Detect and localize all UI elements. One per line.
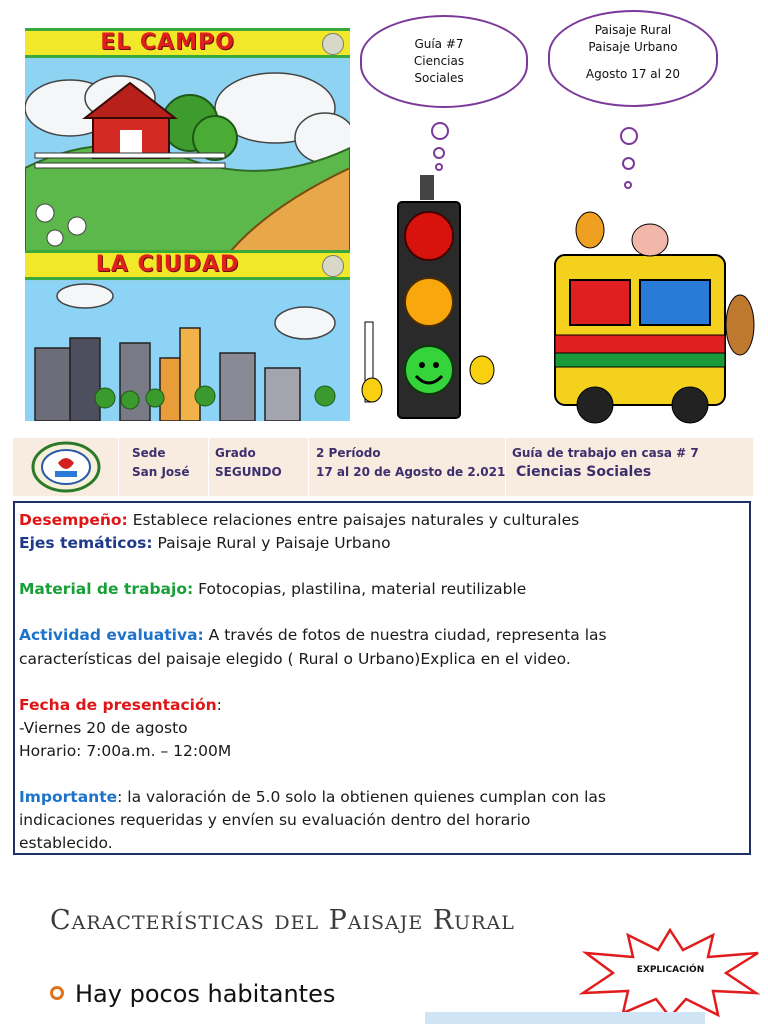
- ejes-line: [19, 532, 391, 554]
- poster-illustration: [25, 28, 350, 421]
- bullet-circle-icon: [50, 986, 64, 1000]
- header-divider: [118, 438, 119, 496]
- importante-line-3: establecido.: [19, 834, 113, 852]
- section-title: Características del Paisaje Rural: [50, 905, 515, 936]
- seal-icon: [322, 33, 344, 55]
- bubble-guia-line3: Sociales: [414, 71, 464, 85]
- periodo-label: 2 Período: [316, 446, 381, 460]
- importante-line-2: indicaciones requeridas y envíen su evaluación dentro del horario: [19, 811, 531, 829]
- actividad-line: [19, 624, 607, 646]
- material-label: Material de trabajo:: [19, 580, 194, 598]
- periodo-value: 17 al 20 de Agosto de 2.021: [316, 465, 506, 479]
- desempeno-line: [19, 509, 579, 531]
- fecha-dia: -Viernes 20 de agosto: [19, 719, 188, 737]
- bubble-guia-line2: Ciencias: [413, 54, 465, 68]
- header-grado: [215, 444, 282, 482]
- sede-label: Sede: [132, 446, 166, 460]
- desempeno-label: Desempeño:: [19, 511, 128, 529]
- grado-value: SEGUNDO: [215, 465, 282, 479]
- guide-header-bar: [13, 438, 753, 496]
- desempeno-text: Establece relaciones entre paisajes naturales y culturales: [127, 511, 580, 529]
- header-divider: [208, 438, 209, 496]
- thought-dot-icon: [431, 122, 449, 140]
- actividad-text: A través de fotos de nuestra ciudad, representa las: [203, 626, 607, 644]
- material-line: [19, 578, 526, 600]
- bubble-paisaje-line2: Paisaje Urbano: [588, 40, 678, 54]
- campo-title: EL CAMPO: [100, 30, 235, 55]
- actividad-label: Actividad evaluativa:: [19, 626, 204, 644]
- fecha-label: Fecha de presentación: [19, 696, 217, 714]
- fecha-colon: :: [216, 696, 222, 714]
- campo-banner: [25, 28, 350, 58]
- thought-dot-icon: [620, 127, 638, 145]
- importante-label: Importante: [19, 788, 118, 806]
- grado-label: Grado: [215, 446, 256, 460]
- fecha-horario: Horario: 7:00a.m. – 12:00M: [19, 742, 232, 760]
- thought-dot-icon: [624, 181, 632, 189]
- campo-ciudad-poster: [25, 28, 350, 421]
- ciudad-banner: [25, 250, 350, 280]
- ciudad-title: LA CIUDAD: [95, 252, 240, 277]
- guia-label: Guía de trabajo en casa # 7: [512, 446, 699, 460]
- school-shield-icon: [31, 441, 101, 493]
- bubble-guia-line1: Guía #7: [414, 37, 464, 51]
- thought-dot-icon: [435, 163, 443, 171]
- ejes-label: Ejes temáticos:: [19, 534, 153, 552]
- material-text: Fotocopias, plastilina, material reutilizable: [193, 580, 527, 598]
- guia-value: Ciencias Sociales: [516, 464, 652, 480]
- header-guia: [512, 444, 699, 482]
- importante-line: [19, 786, 606, 808]
- bubble-guia-text: [360, 36, 518, 87]
- sede-value: San José: [132, 465, 190, 479]
- importante-text: : la valoración de 5.0 solo la obtienen quienes cumplan con las: [117, 788, 606, 806]
- thought-dot-icon: [622, 157, 635, 170]
- ejes-text: Paisaje Rural y Paisaje Urbano: [152, 534, 391, 552]
- instructions-box: [13, 501, 751, 855]
- header-sede: [132, 444, 189, 482]
- bubble-paisaje-line1: Paisaje Rural: [594, 23, 672, 37]
- traffic-light-icon: [350, 170, 500, 425]
- actividad-line-2: características del paisaje elegido ( Rural o Urbano)Explica en el video.: [19, 650, 571, 668]
- image-strip: [425, 1012, 705, 1024]
- chiva-bus-icon: [535, 195, 765, 430]
- bubble-paisaje-text: [548, 22, 718, 83]
- fecha-line: [19, 694, 222, 716]
- explicacion-label: EXPLICACIÓN: [636, 965, 705, 975]
- bubble-paisaje-line3: Agosto 17 al 20: [585, 67, 681, 81]
- thought-dot-icon: [433, 147, 445, 159]
- header-divider: [308, 438, 309, 496]
- bullet-item: Hay pocos habitantes: [75, 980, 336, 1008]
- seal-icon: [322, 255, 344, 277]
- header-periodo: [316, 444, 505, 482]
